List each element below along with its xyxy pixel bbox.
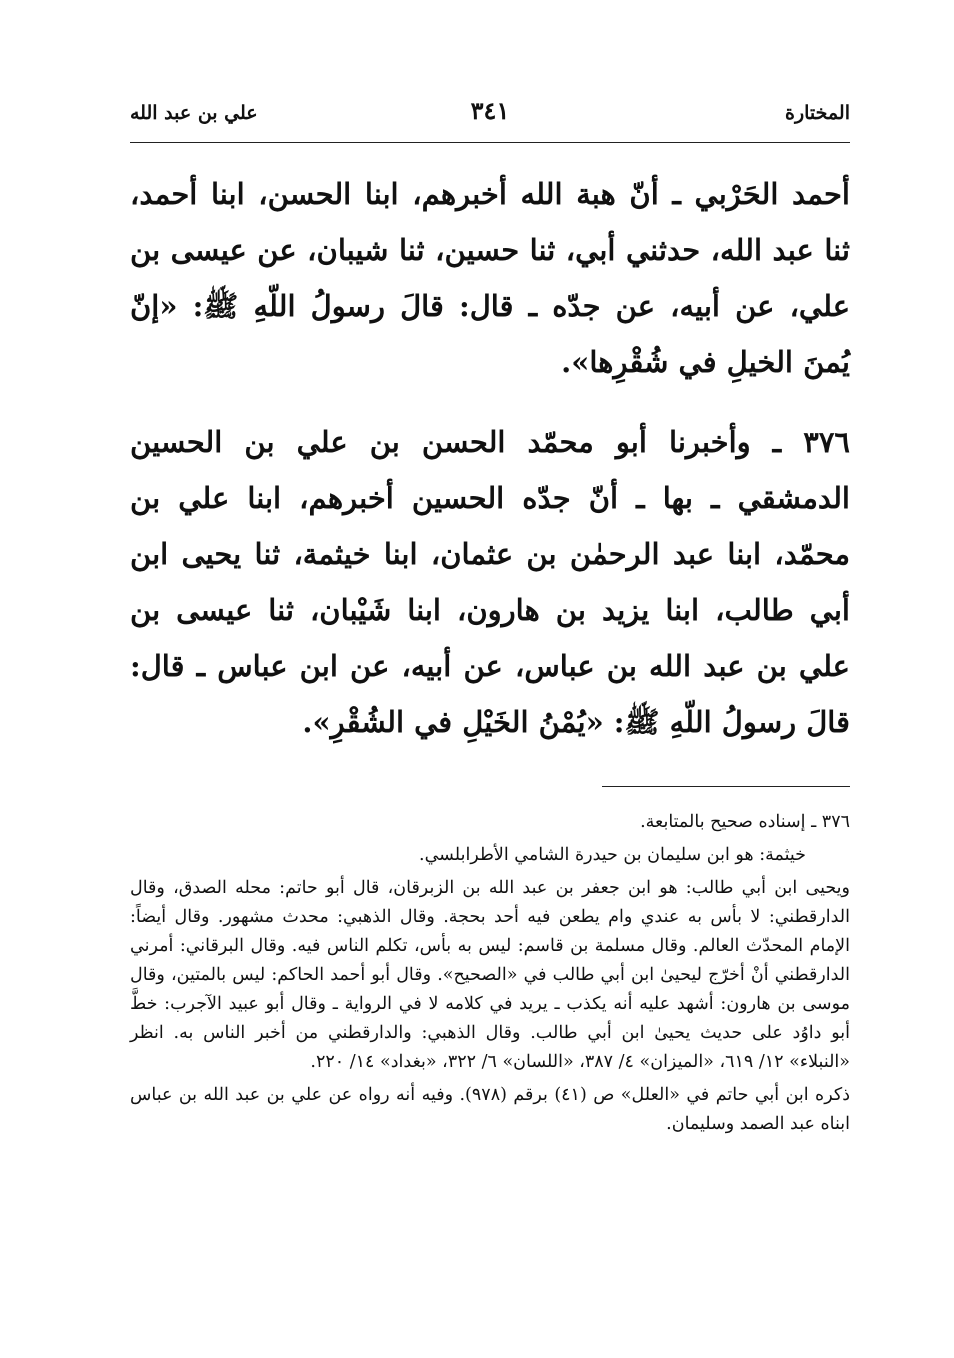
- running-header: [130, 96, 850, 136]
- entry-number: ٣٧٦: [803, 425, 850, 459]
- chapter-title: علي بن عبد الله: [130, 102, 258, 124]
- main-text: [130, 166, 850, 774]
- hadith-text-376: ـ وأخبرنا أبو محمّد الحسن بن علي بن الحسين الدمشقي ـ بها ـ أنّ جدّه الحسين أخبرهم، ابنا علي بن محمّد، ابنا عبد الرحمٰن بن عثمان، ابنا خيثمة، ثنا يحيى ابن أبي طالب، ابنا يزيد بن هارون، ابنا شَيْبان، ثنا عيسى بن علي بن عبد الله بن عباس، عن أبيه، عن ابن عباس ـ قال: قالَ رسولُ اللّهِ ﷺ: «يُمْنُ الخَيْلِ في الشُقْرِ».: [130, 425, 850, 739]
- hadith-paragraph-376: [130, 414, 850, 750]
- hadith-paragraph-continued: أحمد الحَرْبي ـ أنّ هبة الله أخبرهم، ابنا الحسن، ابنا أحمد، ثنا عبد الله، حدثني أبي، ثنا حسين، ثنا شيبان، عن عيسى بن علي، عن أبيه، عن جدّه ـ قال: قالَ رسولُ اللّهِ ﷺ: «إنّ يُمنَ الخيلِ في شُقْرِها».: [130, 177, 851, 379]
- section-title: المختارة: [785, 102, 850, 124]
- footnote-yahya: ويحيى ابن أبي طالب: هو ابن جعفر بن عبد الله بن الزبرقان، قال أبو حاتم: محله الصدق، وقال الدارقطني: لا بأس به عندي وام يطعن فيه أحد بحجة. وقال الذهبي: محدث مشهور. وقال أيضاً: الإمام المحدّث العالم. وقال مسلمة بن قاسم: ليس به بأس، تكلم الناس فيه. وقال البرقاني: أمرني الدارقطني أنْ أخرّج ليحيىٰ ابن أبي طالب في «الصحيح». وقال أبو أحمد الحاكم: ليس بالمتين، وقال موسى بن هارون: أشهد عليه أنه يكذب ـ يريد في كلامه لا في الرواية ـ وقال أبو عبيد الآجرب: خطَّ أبو داوُد على حديث يحيىٰ ابن أبي طالب. وقال الذهبي: والدارقطني من أخبر الناس به. انظر «النبلاء» ١٢/ ٦١٩، «الميزان» ٤/ ٣٨٧، «اللسان» ٦/ ٣٢٢، «بغداد» ١٤/ ٢٢٠.: [130, 878, 850, 1072]
- footnote-divider: [602, 786, 850, 787]
- header-divider: [130, 142, 850, 143]
- page-number: ٣٤١: [470, 96, 510, 125]
- footnote-khaythama: خيثمة: هو ابن سليمان بن حيدرة الشامي الأطرابلسي.: [419, 845, 806, 865]
- footnote-grade: ٣٧٦ ـ إسناده صحيح بالمتابعة.: [640, 812, 850, 832]
- footnote-ilal: ذكره ابن أبي حاتم في «العلل» ص (٤١) برقم (٩٧٨). وفيه أنه رواه عن علي بن عبد الله بن عباس ابناه عبد الصمد وسليمان.: [130, 1085, 850, 1134]
- footnotes: [130, 808, 850, 1143]
